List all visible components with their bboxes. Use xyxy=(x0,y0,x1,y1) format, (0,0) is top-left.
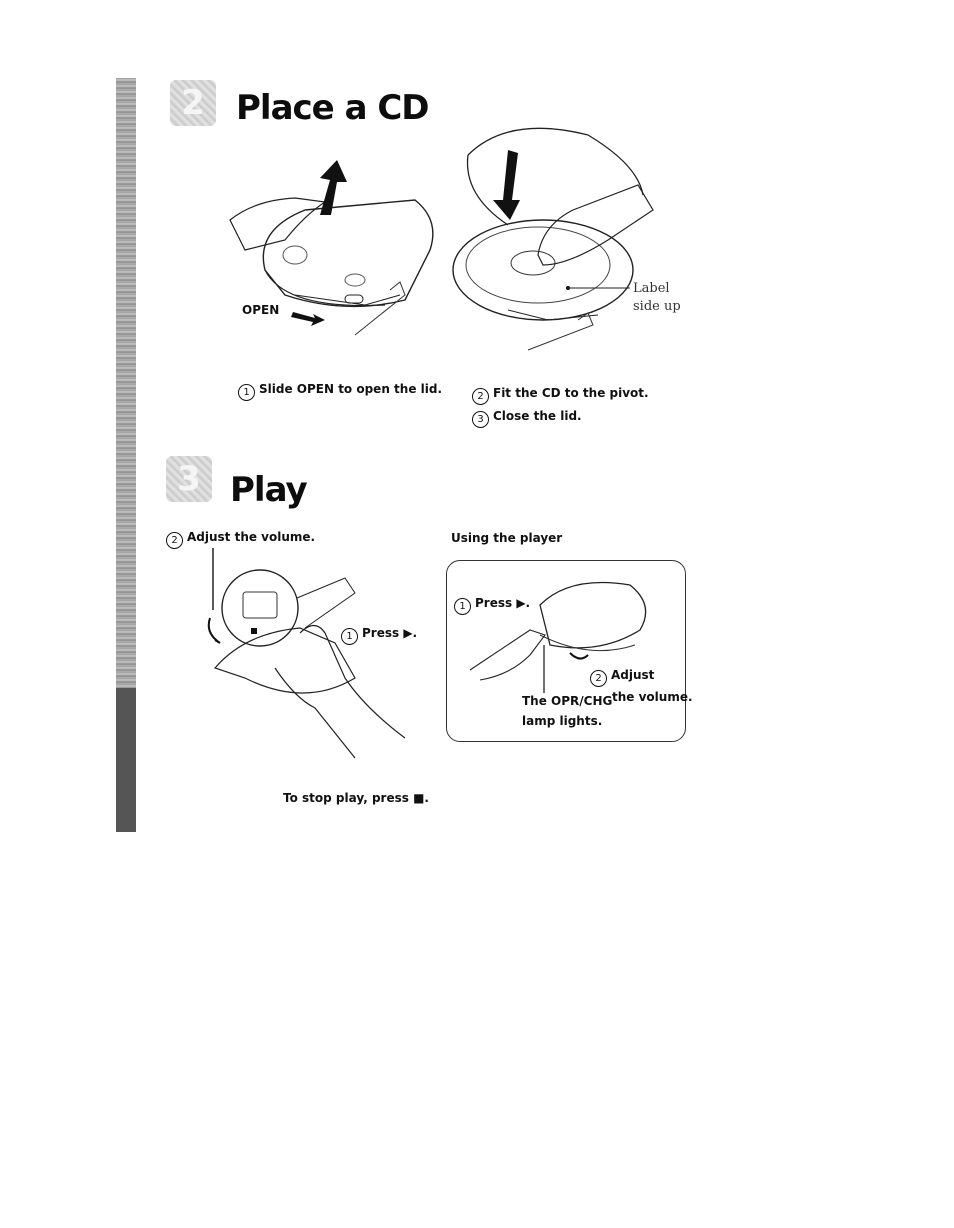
open-switch-label: OPEN xyxy=(242,303,280,317)
section-title-play: Play xyxy=(230,470,307,510)
open-lid-illustration xyxy=(225,160,445,360)
step-number-badge: 2 xyxy=(170,80,216,126)
page-spine xyxy=(116,78,136,832)
remote-press-illustration xyxy=(205,548,425,763)
play-press-instruction: 1 Press ▶. xyxy=(341,626,417,645)
stop-play-instruction: To stop play, press ■. xyxy=(283,791,429,805)
box-adjust-volume: the volume. xyxy=(612,690,693,704)
step-number-badge: 3 xyxy=(166,456,212,502)
label-pointer-line xyxy=(568,286,638,298)
section-title-place-cd: Place a CD xyxy=(236,88,429,128)
place-step-1: 1 Slide OPEN to open the lid. xyxy=(238,382,442,401)
label-side-up-text: Label side up xyxy=(633,281,681,314)
place-step-2: 2 Fit the CD to the pivot. xyxy=(472,386,649,405)
place-step-3: 3 Close the lid. xyxy=(472,409,582,428)
box-adjust-instruction: 2 Adjust xyxy=(590,668,654,687)
fit-cd-illustration xyxy=(448,115,658,355)
box-press-instruction: 1 Press ▶. xyxy=(454,596,530,615)
play-adjust-volume: 2 Adjust the volume. xyxy=(166,530,315,549)
using-the-player-heading: Using the player xyxy=(451,531,563,545)
lamp-indicator-note: The OPR/CHG lamp lights. xyxy=(522,694,613,728)
